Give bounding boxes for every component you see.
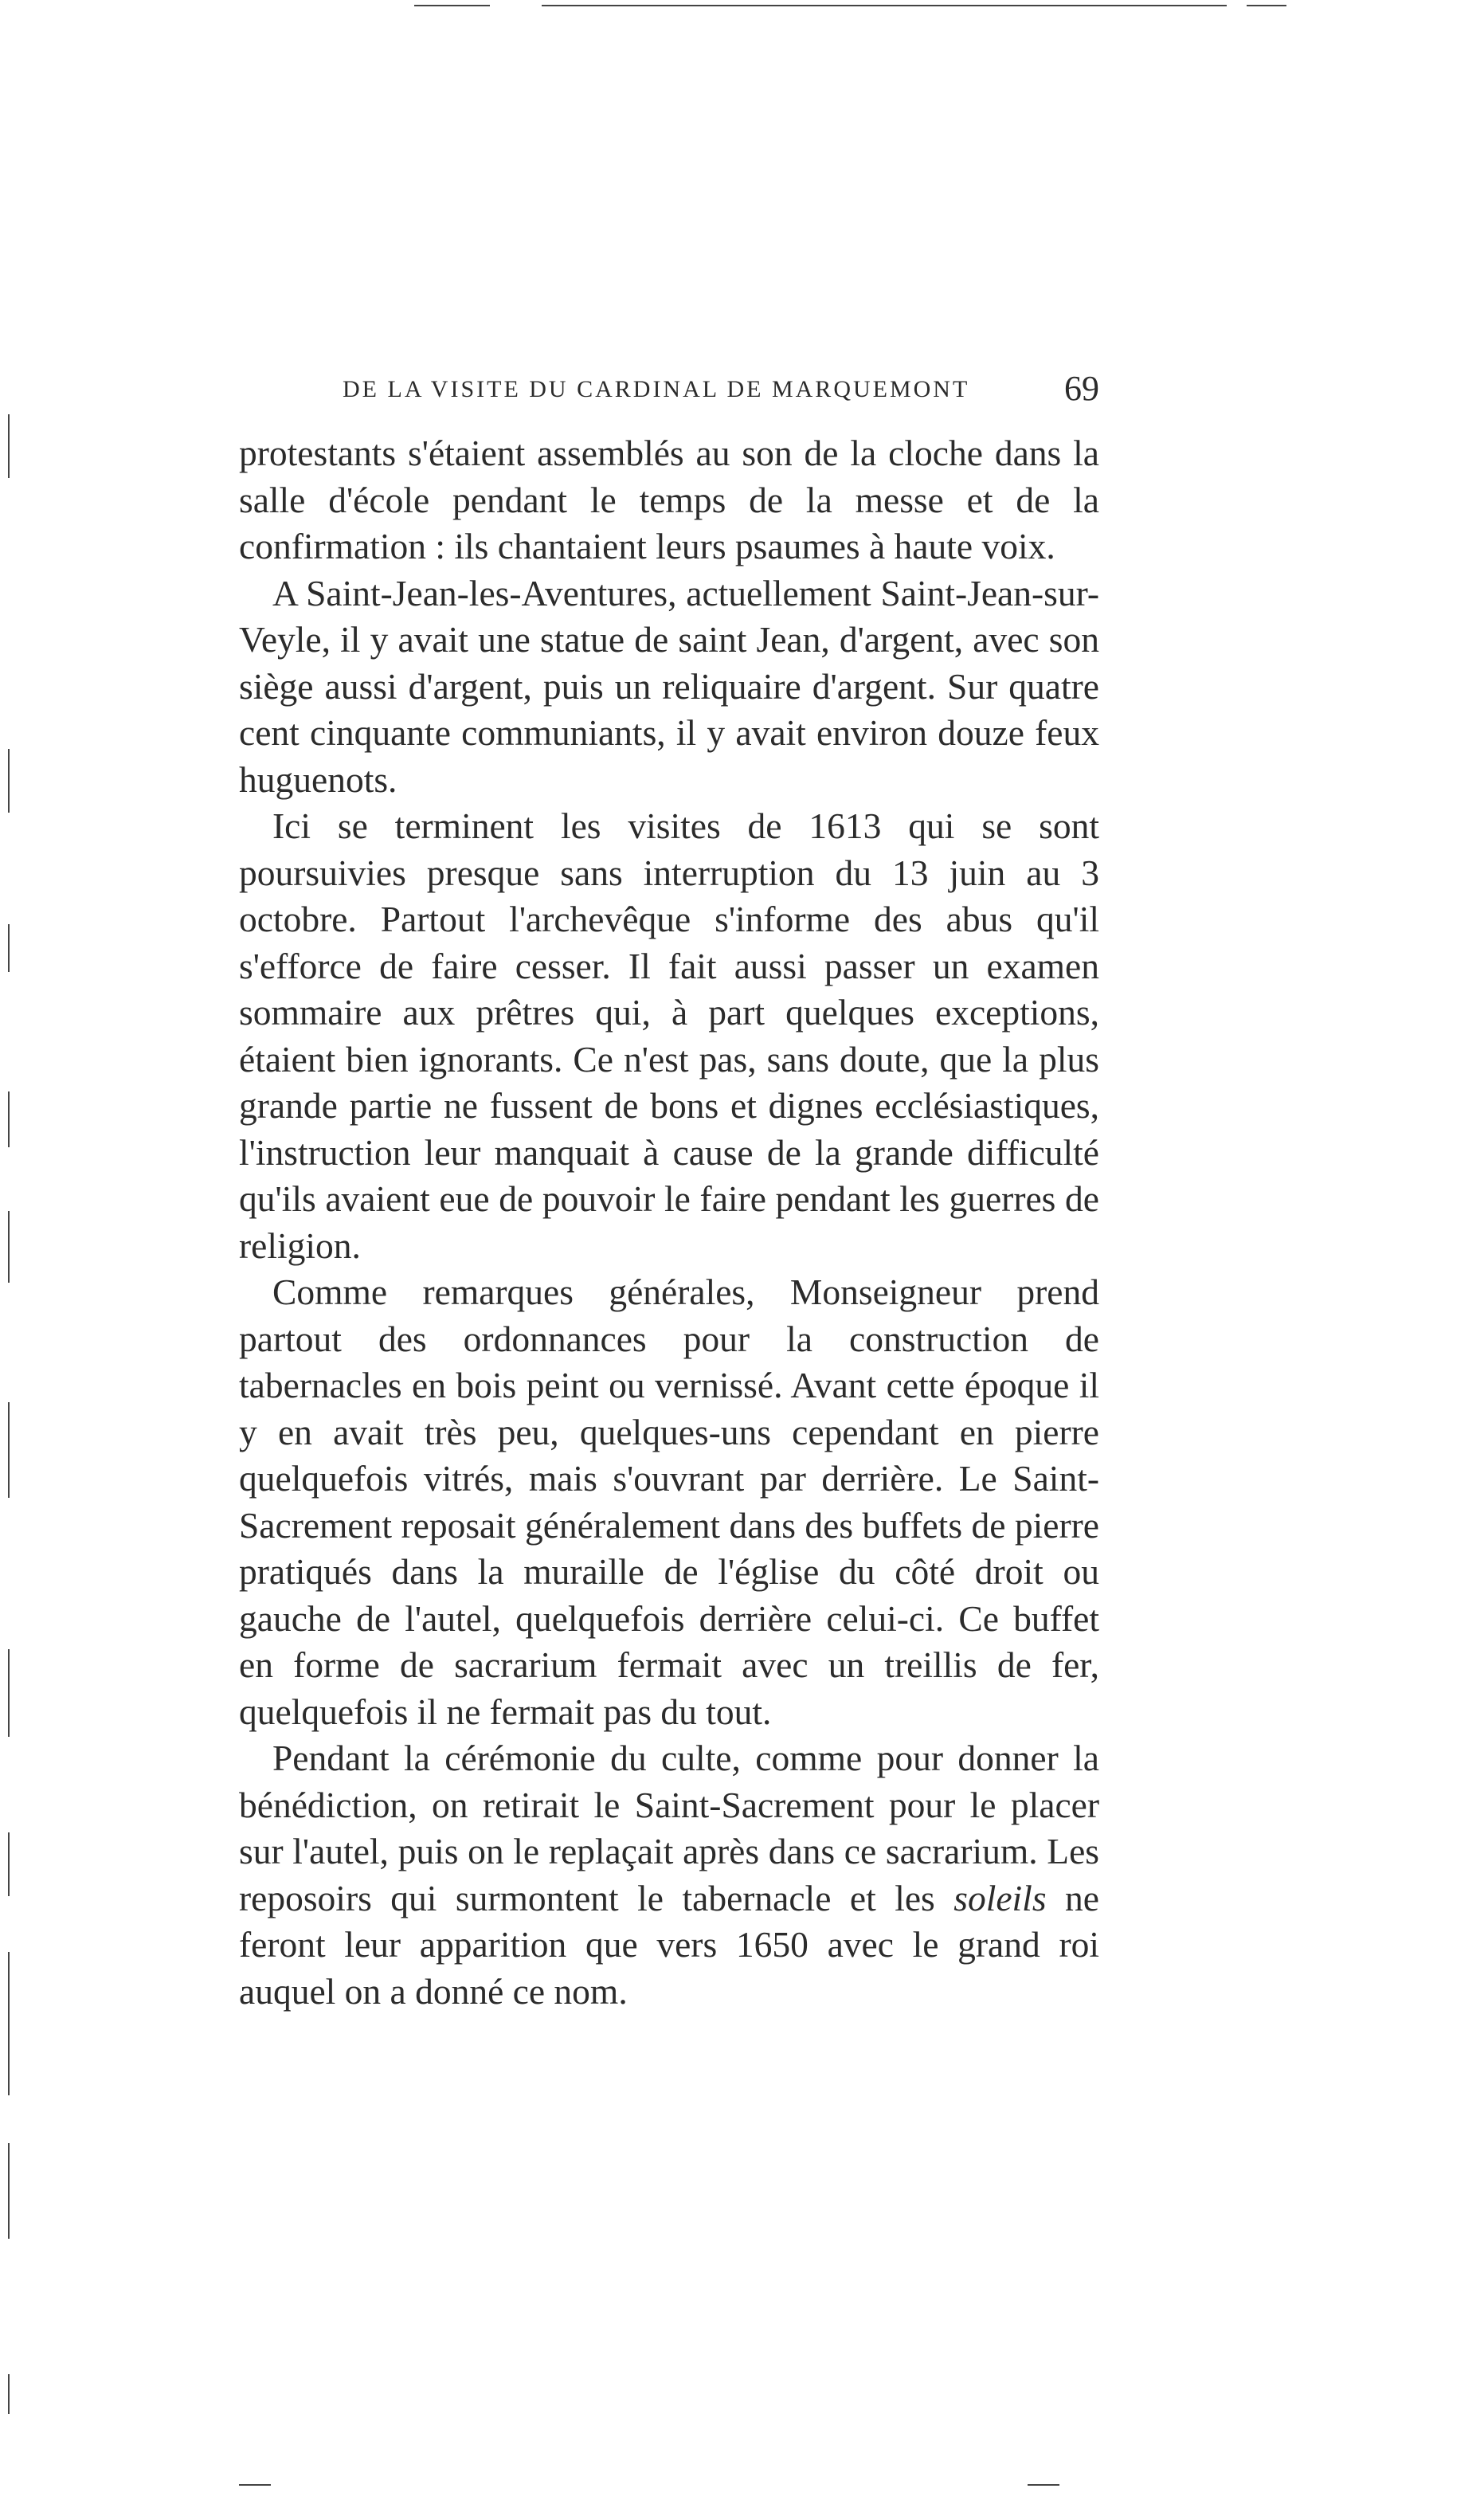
left-margin-line (8, 2143, 10, 2239)
bottom-edge-line (1028, 2484, 1059, 2486)
paragraph-ceremonie (239, 1735, 1099, 2015)
paragraph-visites-1613: Ici se terminent les visites de 1613 qui se sont poursuivies presque sans interruption du 13 juin au 3 octobre. Partout l'archevêque s'informe des abus qu'il s'efforce de faire cesser. Il fait aussi passer un examen sommaire aux prêtres qui, à part quelques exceptions, étaient bien ignorants. Ce n'est pas, sans doute, que la plus grande partie ne fussent de bons et dignes ecclésiastiques, l'instruction leur manquait à cause de la grande difficulté qu'ils avaient eue de pouvoir le faire pendant les guerres de religion. (239, 805, 1099, 1266)
italic-word-soleils: soleils (953, 1877, 1047, 1918)
left-margin-line (8, 1649, 10, 1737)
top-edge-line (542, 5, 1227, 6)
paragraph-saint-jean: A Saint-Jean-les-Aventures, actuellement Saint-Jean-sur-Veyle, il y avait une statue de saint Jean, d'argent, avec son siège aussi d'argent, puis un reliquaire d'argent. Sur quatre cent cinquante communiants, il y avait environ douze feux huguenots. (239, 572, 1099, 800)
left-margin-line (8, 924, 10, 972)
paragraph-continuation: protestants s'étaient assemblés au son de la cloche dans la salle d'école pendant le temps de la messe et de la confirmation : ils chantaient leurs psaumes à haute voix. (239, 433, 1099, 566)
left-margin-line (8, 2374, 10, 2414)
running-head (239, 368, 1099, 416)
paragraph-remarques-generales: Comme remarques générales, Monseigneur prend partout des ordonnances pour la construction de tabernacles en bois peint ou vernissé. Avant cette époque il y en avait très peu, quelques-uns cependant en pierre quelquefois vitrés, mais s'ouvrant par derrière. Le Saint-Sacrement reposait généralement dans des buffets de pierre pratiqués dans la muraille de l'église du côté droit ou gauche de l'autel, quelquefois derrière celui-ci. Ce buffet en forme de sacrarium fermait avec un treillis de fer, quelquefois il ne fermait pas du tout. (239, 1272, 1099, 1732)
left-margin-line (8, 1952, 10, 2095)
page-number: 69 (1064, 369, 1099, 408)
paragraph-ceremonie-text-a: Pendant la cérémonie du culte, comme pour donner la bénédiction, on retirait le Saint-Sacrement pour le placer sur l'autel, puis on le replaçait après dans ce sacrarium. Les reposoirs qui surmontent le tabernacle et les (239, 1738, 1099, 1918)
left-margin-line (8, 1832, 10, 1896)
bottom-edge-line (239, 2484, 271, 2486)
left-margin-line (8, 749, 10, 813)
paragraph-ceremonie-text-b: ne feront leur apparition que vers 1650 avec le grand roi auquel on a donné ce nom. (239, 1877, 1099, 2012)
top-edge-line (1247, 5, 1286, 6)
top-edge-line (414, 5, 490, 6)
body-text (239, 430, 1099, 2015)
left-margin-line (8, 1211, 10, 1283)
running-title: DE LA VISITE DU CARDINAL DE MARQUEMONT (343, 376, 970, 402)
left-margin-line (8, 414, 10, 478)
left-margin-line (8, 1402, 10, 1498)
left-margin-line (8, 1091, 10, 1147)
